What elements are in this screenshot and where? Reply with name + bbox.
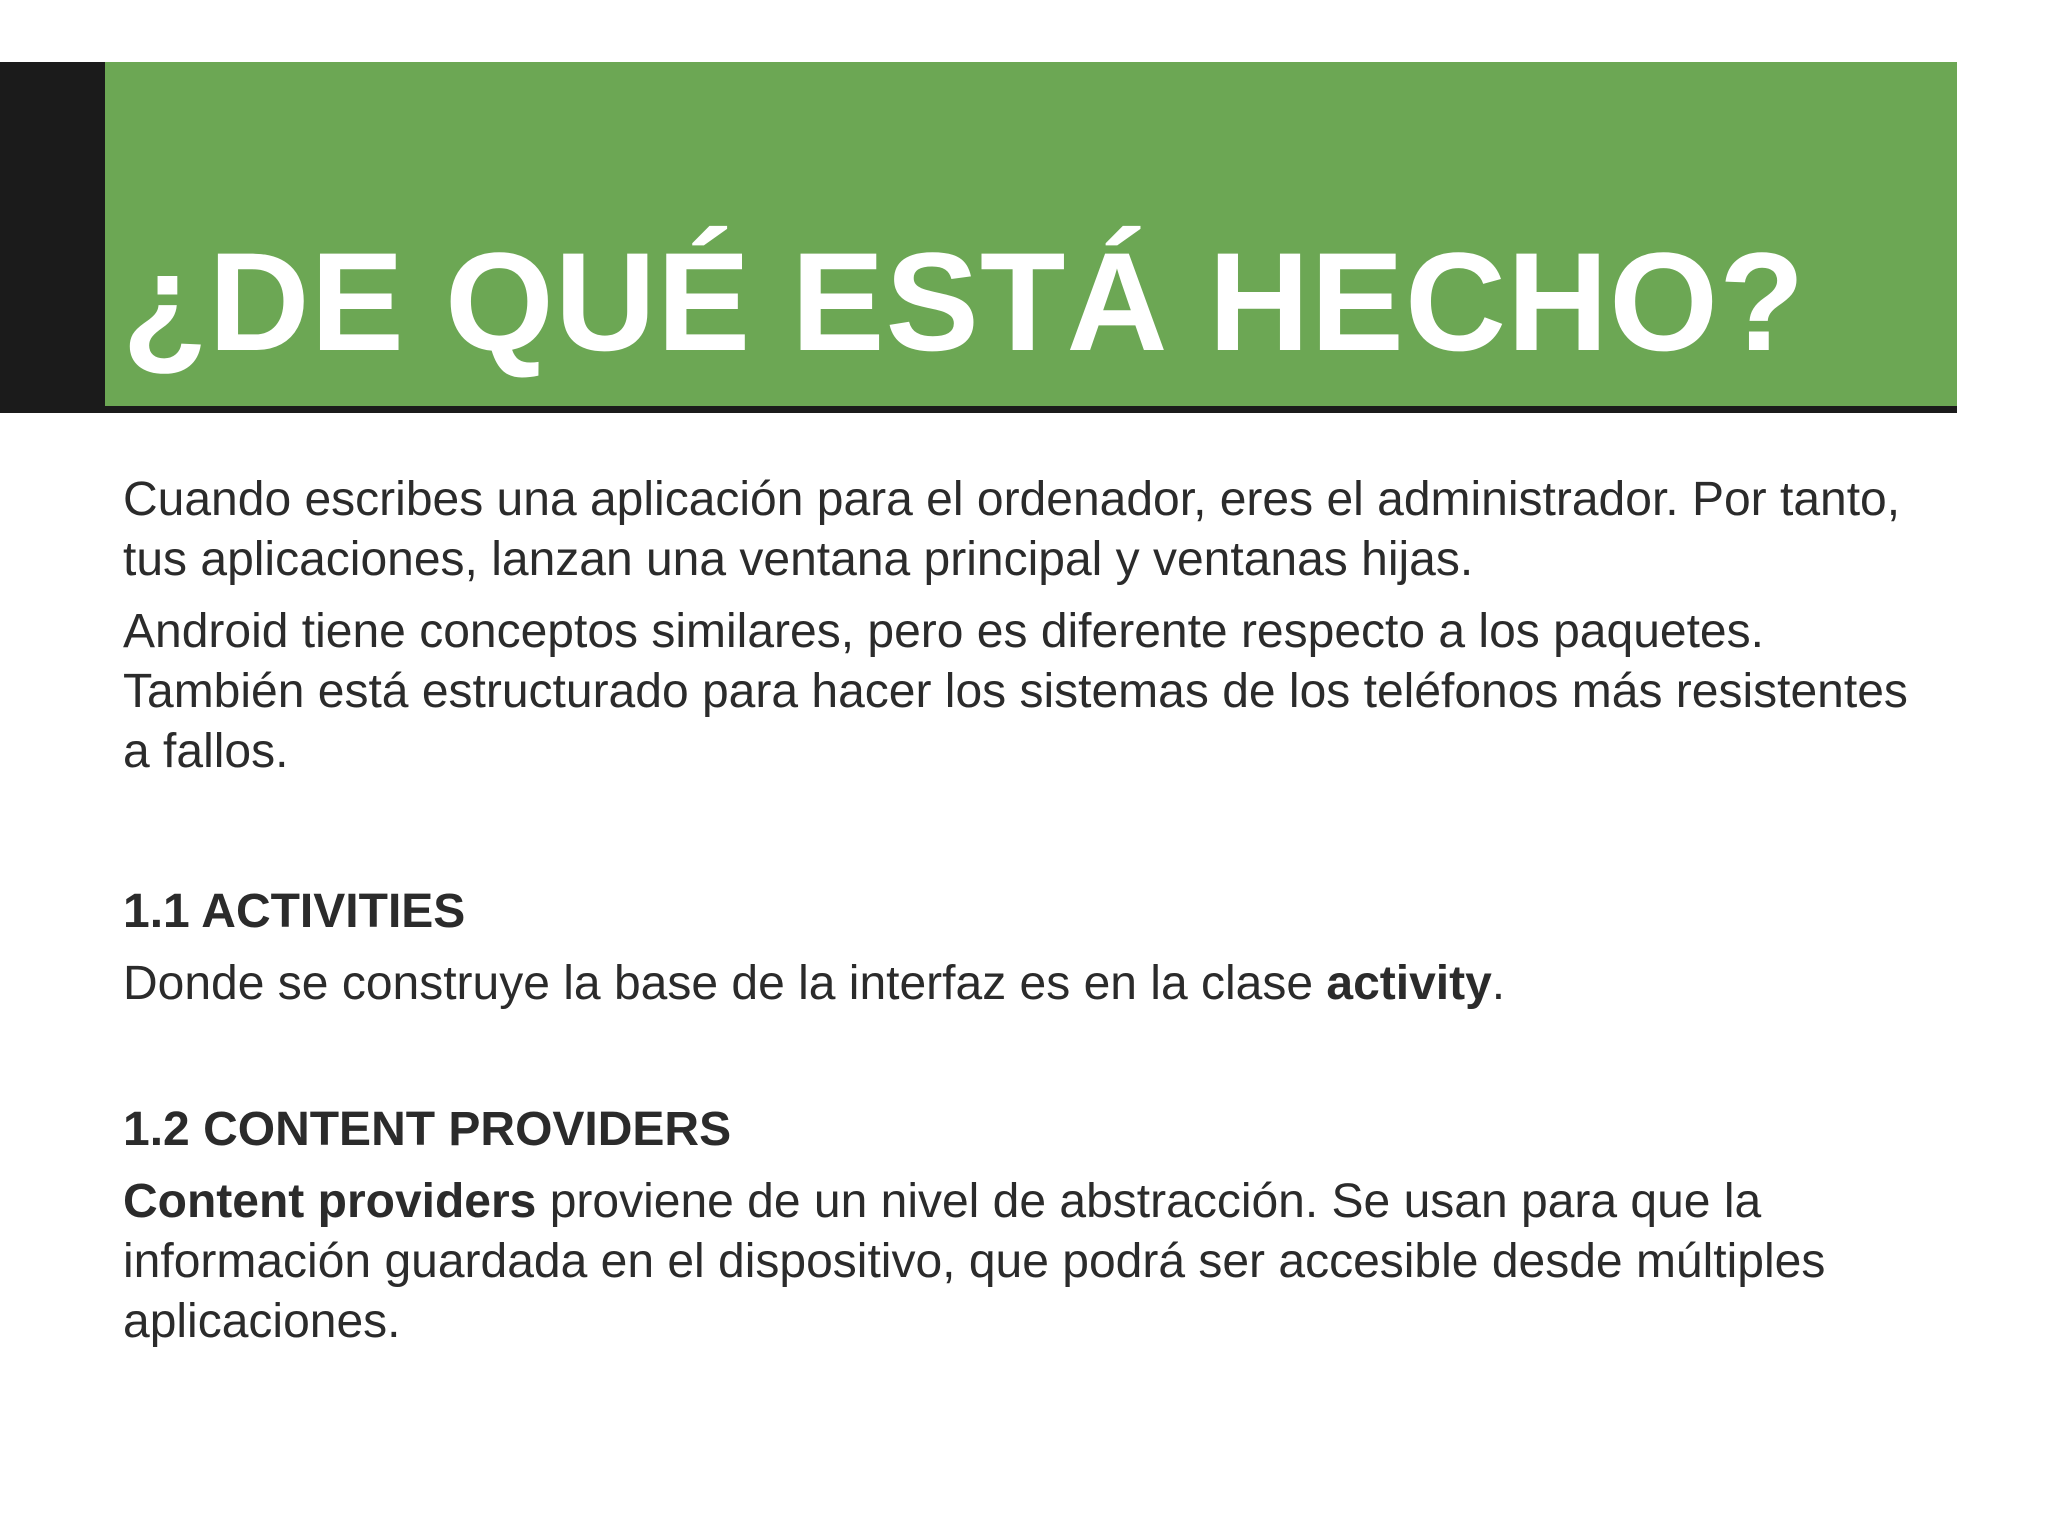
slide-title: ¿DE QUÉ ESTÁ HECHO? xyxy=(122,223,1806,380)
content-providers-text-rest: proviene de un nivel de abstracción. Se usan para que la información guardada en el dispositivo, que podrá ser accesible desde múltiples aplicaciones. xyxy=(123,1175,1826,1348)
content-providers-keyword: Content providers xyxy=(123,1175,537,1228)
slide-body xyxy=(123,470,1923,1352)
content-providers-heading: 1.2 CONTENT PROVIDERS xyxy=(123,1103,732,1156)
header-underline xyxy=(105,406,1957,413)
activities-heading: 1.1 ACTIVITIES xyxy=(123,885,466,938)
intro-paragraph-1: Cuando escribes una aplicación para el ordenador, eres el administrador. Por tanto, tus aplicaciones, lanzan una ventana principal y ventanas hijas. xyxy=(123,473,1901,586)
intro-paragraph-2: Android tiene conceptos similares, pero es diferente respecto a los paquetes. También está estructurado para hacer los sistemas de los teléfonos más resistentes a fallos. xyxy=(123,605,1908,778)
activities-text xyxy=(123,954,1923,1014)
activities-keyword: activity xyxy=(1326,957,1492,1010)
activities-text-end: . xyxy=(1491,957,1506,1010)
activities-text-start: Donde se construye la base de la interfaz es en la clase xyxy=(123,957,1327,1010)
content-providers-text xyxy=(123,1172,1923,1352)
header-dark-block xyxy=(0,62,105,413)
